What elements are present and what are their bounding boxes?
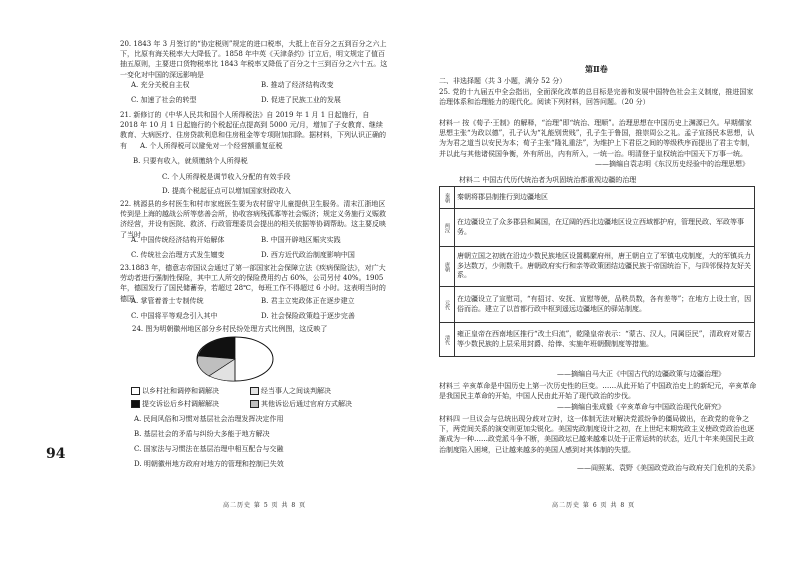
material-1-source: ——摘编自袁志明《东汉历史经验中的治理思想》 xyxy=(595,160,749,168)
q20-option-c: C. 加速了社会的转型 xyxy=(131,96,197,104)
table-title: 材料二 中国古代历代统治者为巩固统治都重视边疆的治理 xyxy=(459,176,637,184)
q22-option-d: D. 西方近代政治制度影响中国 xyxy=(261,251,355,259)
question-25-stem: 25. 党的十九届五中全会指出，全面深化改革的总目标是完善和发展中国特色社会主义制度，推进国家治理体系和治理能力的现代化。阅读下列材料，回答问题。（20 分） xyxy=(439,88,754,107)
q20-option-a: A. 充分关税自主权 xyxy=(131,81,190,89)
q23-option-a: A. 掌管着普士专制传统 xyxy=(131,297,204,305)
table-cell-text: 在边疆设立了众多郡县和属国，在辽阔的西北边疆地区设立西域都护府，管理民政、军政等事务。 xyxy=(455,209,755,247)
handwritten-mark: 94 xyxy=(46,446,66,462)
legend-box-icon xyxy=(250,400,259,408)
pie-legend-1: 以乡村社和调停和调解决 xyxy=(131,386,219,396)
q24-option-a: A. 民间风俗和习惯对基层社会治理发挥决定作用 xyxy=(134,415,284,423)
q24-option-b: B. 基层社会的矛盾与纠纷大多能于地方解决 xyxy=(134,430,270,438)
question-22-stem: 22. 桃源县的乡村医生和村市家庭医生要为农村留守儿童提供卫生服务。清末江浙地区传到是上海的越战公所等慈善会所，协收容病残孤寡等社会赈济；规定义务施行义赈救济经营，并设有医院、救济、行政管理委员会提出的相关依据等协调帮助。这主要反映了当时 xyxy=(120,200,386,239)
legend-box-icon xyxy=(131,400,140,408)
right-page xyxy=(397,0,794,561)
q23-option-b: B. 君主立宪政体正在逐步建立 xyxy=(261,297,355,305)
table-cell-text: 雍正皇帝在西南地区推行“改土归流”，乾隆皇帝表示：“蒙古、汉人，同属臣民”，清政府对蒙古等少数民族的上层采用封爵、给俸、实施年班朝觐制度等措施。 xyxy=(455,323,755,357)
q23-option-d: D. 社会保险政策趋于逐步完善 xyxy=(261,312,355,320)
table-row xyxy=(440,187,755,209)
q22-option-a: A. 中国传统经济结构开始解体 xyxy=(131,236,225,244)
table-cell-dynasty: 两汉 xyxy=(440,209,455,247)
table-cell-dynasty: 秦朝 xyxy=(440,187,455,209)
table-cell-text: 秦朝将郡县制推行到边疆地区 xyxy=(455,187,755,209)
left-footer: 高二历史 第 5 页 共 8 页 xyxy=(223,502,307,509)
q20-option-b: B. 推动了经济结构改变 xyxy=(261,81,334,89)
q21-option-b: B. 只要有收入，就须缴纳个人所得税 xyxy=(133,157,248,165)
table-row xyxy=(440,247,755,287)
material-1: 材料一 按《荀子·王制》的解释，“治理”即“统治、理顺”。治理思想在中国历史上渊源已久。早期儒家思想主张“为政以德”，孔子认为“礼能别贵贱”，孔子生于鲁国，推崇周公之礼。孟子宣扬民本思想，认为为君之道当以安民为本；荀子主张“隆礼重法”，为维护上下君臣之间的等级秩序而提出了君主专制，并以此与其他诸侯国争衡，外有所出，内有所入，一统一治。明清登于皇权统治中国天下万事一统。 xyxy=(439,119,755,158)
table-cell-text: 唐朝立国之初就在沿边少数民族地区设置羁縻府州，唐王朝自立了军镇屯戍制度，大的军镇兵力多达数万，少则数千。唐朝政府实行和亲等政策团结边疆民族于帝国统治下，与四邻保持友好关系。 xyxy=(455,247,755,287)
table-cell-text: 在边疆设立了宣慰司，“有招讨、安抚、宣慰等使，品秩员数，各有差等”；在地方上设土官，因俗而治。建立了以首都行政中枢到遥远边疆地区的驿站制度。 xyxy=(455,287,755,323)
right-footer: 高二历史 第 6 页 共 8 页 xyxy=(552,502,636,509)
q24-option-c: C. 国家法与习惯法在基层治理中相互配合与交融 xyxy=(134,445,284,453)
table-row xyxy=(440,287,755,323)
material-3-source: ——摘编自张成毅《辛亥革命与中国政治现代化研究》 xyxy=(557,403,725,411)
section-title: 二、非选择题（共 3 小题，满分 52 分） xyxy=(439,77,567,85)
q22-option-b: B. 中国开辟地区赈灾实践 xyxy=(261,236,341,244)
legend-box-icon xyxy=(250,387,259,395)
question-21-stem: 21. 新修订的《中华人民共和国个人所得税法》自 2019 年 1 月 1 日起施行，自 2018 年 10 月 1 日起施行的个税起征点提高到 5000 元/月，增加了子女教育、继续教育、大病医疗、住房贷款利息和住房租金等专项附加扣除。据材料，下列认识正确的有 xyxy=(120,111,386,150)
pie-chart xyxy=(195,334,275,384)
q21-option-c: C. 个人所得税是调节收入分配的有效手段 xyxy=(162,173,291,181)
pie-legend-4: 其他诉讼后通过官府方式解决 xyxy=(250,399,352,409)
pie-legend-3: 提交诉讼后乡村调解解决 xyxy=(131,399,219,409)
pie-legend-2: 经当事人之间谈判解决 xyxy=(250,386,331,396)
table-source: ——摘编自马大正《中国古代的边疆政策与边疆治理》 xyxy=(557,370,725,378)
dynasty-table xyxy=(439,186,755,357)
question-20-stem: 20. 1843 年 3 月签订的“协定税则”规定的进口税率，大抵上在百分之五到百分之六上下，比原有海关税率大大降低了。1858 年中英《天津条约》订立后，明文规定了值百抽五原则，主要进口货物税率比 1843 年税率又降低了百分之十三到百分之六十五。这一变化对中国的深远影响是 xyxy=(120,40,388,79)
material-4: 材料四 一旦议会与总统出现分歧对立时，这一体制无法对解决党派纷争的僵局做出，在政党的竞争之下，两党间关系的演变则更加尖锐化。美国宪政制度设计之初，在上世纪末期宪政主义使政党政治也逐渐成为一种……政党派斗争不断，美国政坛已越来越难以处于正常运转的状态，近几十年来美国民主政治制度陷入困境，已让越来越多的美国人感到对其体制的失望。 xyxy=(439,415,754,454)
table-cell-dynasty: 元代 xyxy=(440,287,455,323)
q24-option-d: D. 明朝徽州地方政府对地方的管理和控制已失效 xyxy=(134,460,284,468)
table-cell-dynasty: 唐朝 xyxy=(440,247,455,287)
table-row xyxy=(440,323,755,357)
question-23-stem: 23.1883 年，德意志帝国议会通过了第一部国家社会保障立法《疾病保险法》，对广大劳动者进行强制性保险，其中工人所交的保险费用约占 60%，公司另付 40%。1905 年，德国发行了国民储蓄券，若超过 28℃，每班工作不得超过 6 小时。这表明当时的德国 xyxy=(120,264,386,303)
material-3: 材料三 辛亥革命是中国历史上第一次历史性的巨变。……从此开始了中国政治史上的新纪元，辛亥革命是我国民主革命的开始，中国人民由此开始了现代政治的步伐。 xyxy=(439,382,757,401)
legend-box-icon xyxy=(131,387,140,395)
q20-option-d: D. 促进了民族工业的发展 xyxy=(261,96,341,104)
material-4-source: ——阎照某、袁野《美国政党政治与政府关门危机的关系》 xyxy=(577,464,759,472)
q21-option-d: D. 提高个税起征点可以增加国家财政收入 xyxy=(162,187,291,195)
q22-option-c: C. 传统社会治理方式发生嬗变 xyxy=(131,251,225,259)
pie-slice-black xyxy=(198,337,235,359)
table-cell-dynasty: 清代 xyxy=(440,323,455,357)
q21-option-a: A. 个人所得税可以避免对一个经营额重复征税 xyxy=(140,142,283,150)
part-title: 第Ⅱ卷 xyxy=(585,64,608,74)
table-row xyxy=(440,209,755,247)
question-24-stem: 24. 图为明朝徽州地区部分乡村民纷处理方式比例图，这反映了 xyxy=(132,325,328,333)
q23-option-c: C. 中国将平等观念引入其中 xyxy=(131,312,218,320)
